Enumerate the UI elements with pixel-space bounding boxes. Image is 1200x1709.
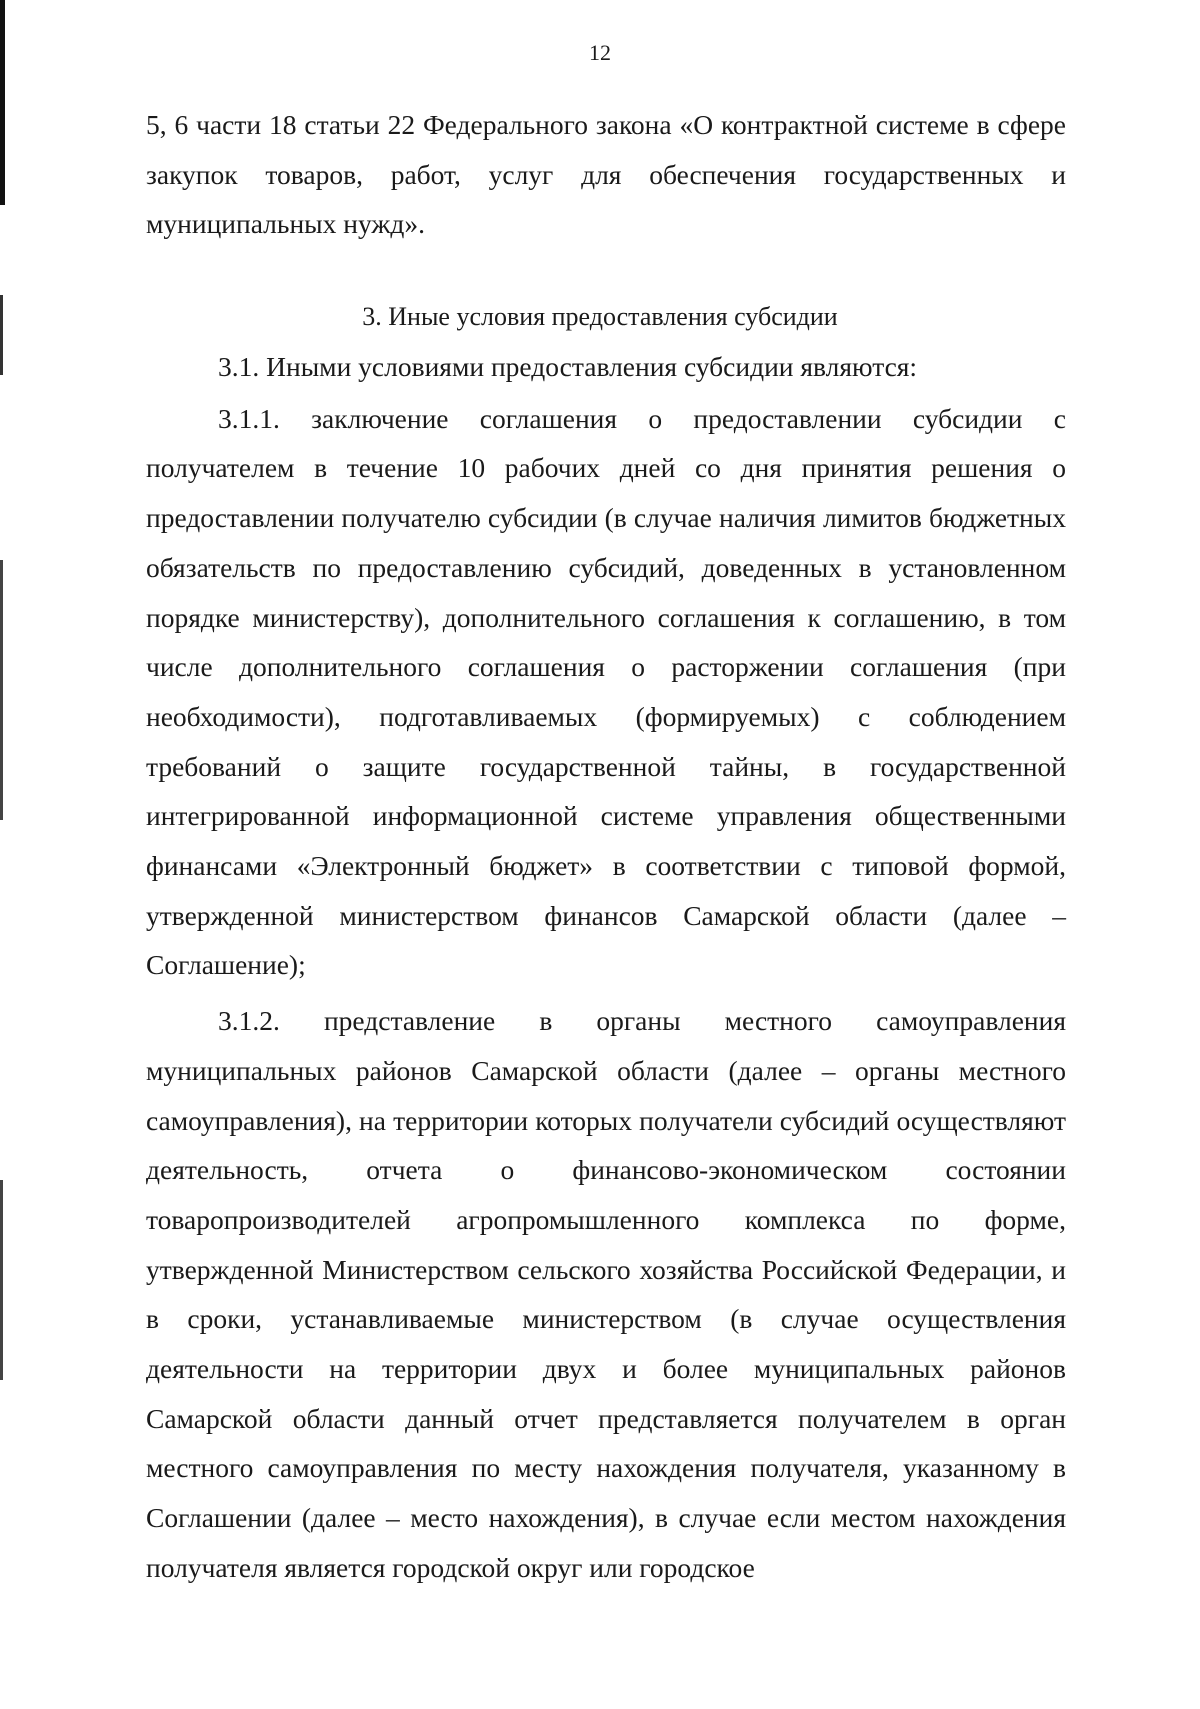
section-body	[146, 342, 1066, 1593]
scan-edge-mark	[0, 0, 5, 205]
page-number: 12	[589, 40, 611, 65]
scan-edge-mark	[0, 1180, 3, 1380]
section-heading: 3. Иные условия предоставления субсидии	[362, 302, 838, 331]
intro-block	[146, 100, 1066, 249]
section-lead-paragraph: 3.1. Иными условиями предоставления субсидии являются:	[218, 351, 918, 382]
scan-edge-mark	[0, 560, 3, 820]
paragraph-3-1-2: 3.1.2. представление в органы местного самоуправления муниципальных районов Самарской области (далее – органы местного самоуправления), на территории которых получатели субсидий осуществляют деятельность, отчета о финансово-экономическом состоянии товаропроизводителей агропромышленного комплекса по форме, утвержденной Министерством сельского хозяйства Российской Федерации, и в сроки, устанавливаемые министерством (в случае осуществления деятельности на территории двух и более муниципальных районов Самарской области данный отчет представляется получателем в орган местного самоуправления по месту нахождения получателя, указанному в Соглашении (далее – место нахождения), в случае если местом нахождения получателя является городской округ или городское	[146, 1005, 1066, 1583]
intro-paragraph: 5, 6 части 18 статьи 22 Федерального закона «О контрактной системе в сфере закупок товаров, работ, услуг для обеспечения государственных и муниципальных нужд».	[146, 109, 1066, 240]
paragraph-3-1-1: 3.1.1. заключение соглашения о предоставлении субсидии с получателем в течение 10 рабочих дней со дня принятия решения о предоставлении получателю субсидии (в случае наличия лимитов бюджетных обязательств по предоставлению субсидий, доведенных в установленном порядке министерству), дополнительного соглашения к соглашению, в том числе дополнительного соглашения о расторжении соглашения (при необходимости), подготавливаемых (формируемых) с соблюдением требований о защите государственной тайны, в государственной интегрированной информационной системе управления общественными финансами «Электронный бюджет» в соответствии с типовой формой, утвержденной министерством финансов Самарской области (далее – Соглашение);	[146, 402, 1066, 981]
